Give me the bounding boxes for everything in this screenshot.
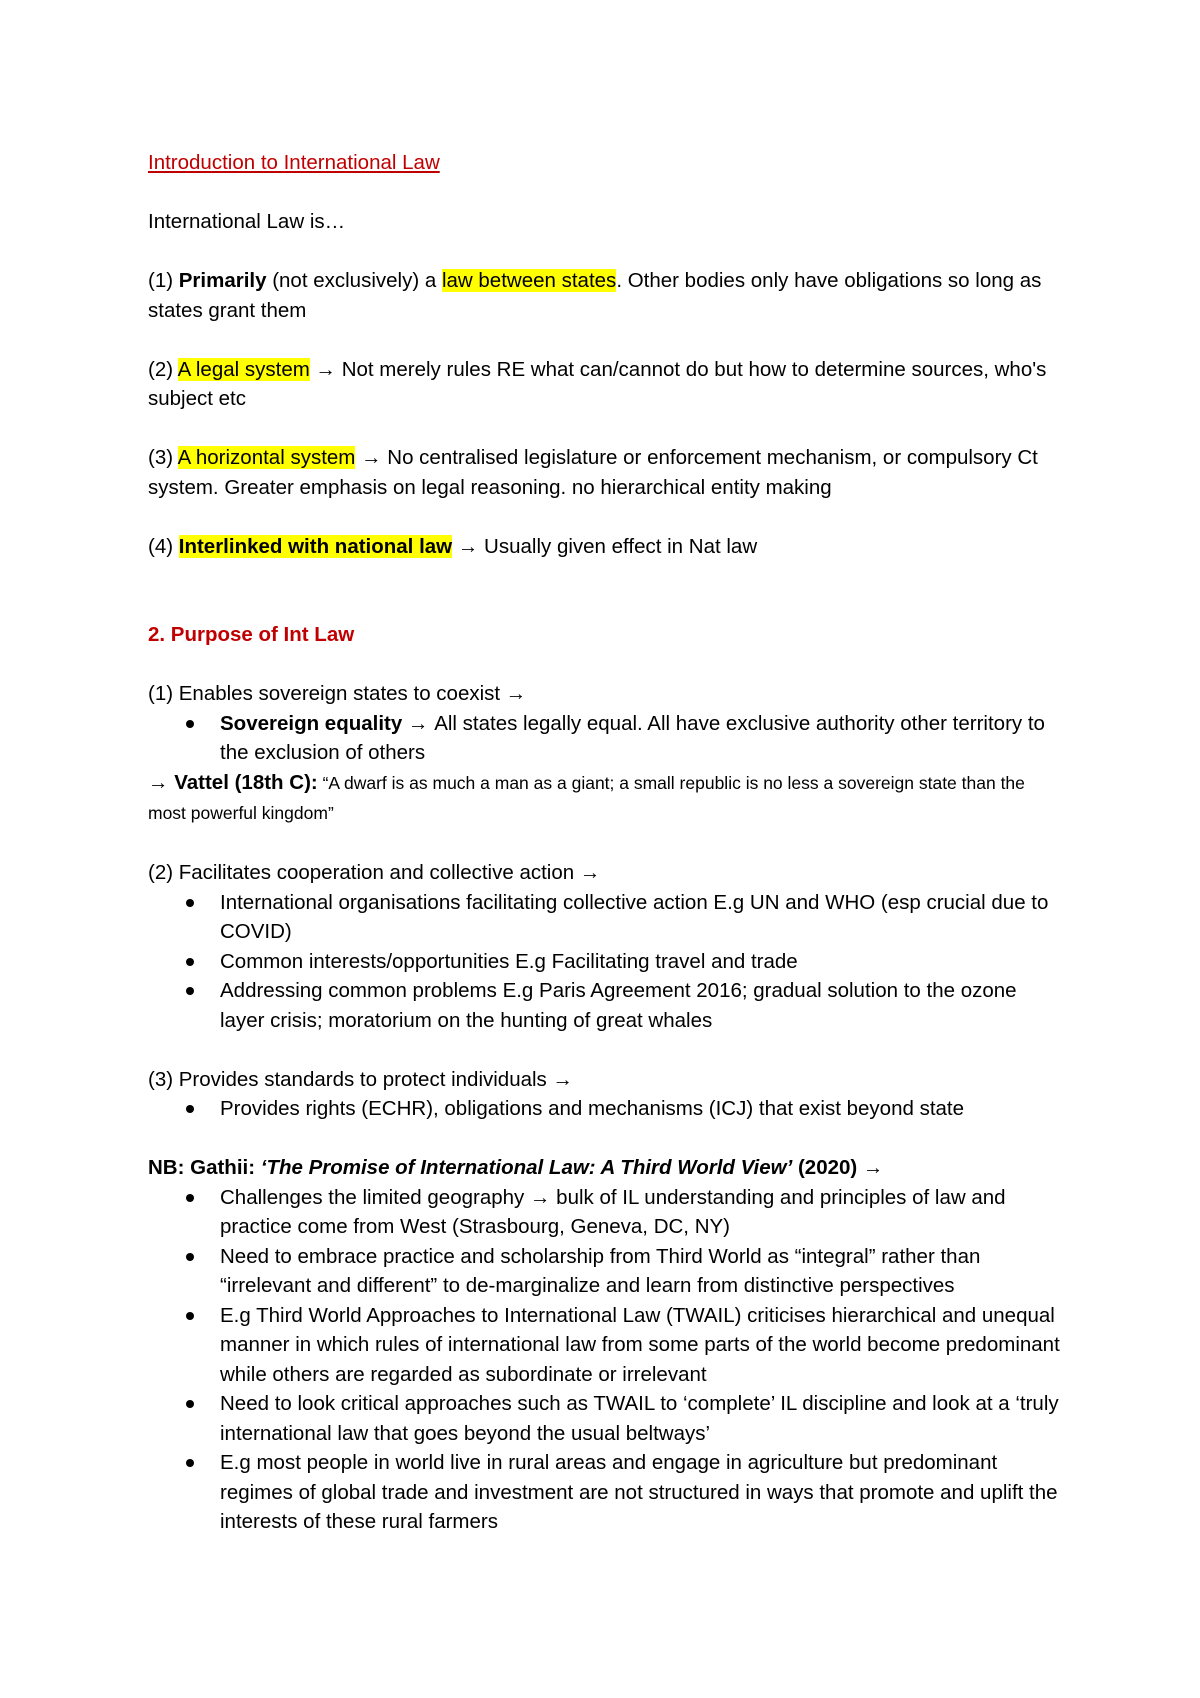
point-3: (3) A horizontal system → No centralised legislature or enforcement mechanism, or compulsory Ct system. Greater emphasis on legal reasoning. no hierarchical entity making [148, 446, 1038, 499]
vattel-quote: → Vattel (18th C): “A dwarf is as much a man as a giant; a small republic is no less a sovereign state than the most powerful kingdom” [148, 770, 1025, 823]
purpose-3-label: (3) Provides standards to protect individuals → [148, 1067, 574, 1091]
list-item: International organisations facilitating collective action E.g UN and WHO (esp crucial due to COVID) [148, 888, 1060, 947]
arrow-icon: → [452, 534, 485, 558]
arrow-icon: → [148, 770, 175, 794]
nb-list [148, 1183, 1060, 1537]
intro-text: International Law is… [148, 210, 346, 233]
bullet-icon [186, 1400, 194, 1408]
bullet-icon [186, 958, 194, 966]
bullet-icon [186, 720, 194, 728]
point-4: (4) Interlinked with national law → Usually given effect in Nat law [148, 534, 758, 558]
bullet-icon [186, 1105, 194, 1113]
arrow-icon: → [402, 711, 435, 735]
point-3-highlight: A horizontal system [177, 446, 356, 469]
arrow-icon: → [309, 357, 342, 381]
nb-heading: NB: Gathii: ‘The Promise of International Law: A Third World View’ (2020) → [148, 1156, 884, 1179]
list-item: E.g Third World Approaches to International Law (TWAIL) criticises hierarchical and unequal manner in which rules of international law from some parts of the world become predominant while others are regarded as subordinate or irrelevant [148, 1301, 1060, 1390]
list-item: Need to embrace practice and scholarship from Third World as “integral” rather than “irrelevant and different” to de-marginalize and learn from distinctive perspectives [148, 1242, 1060, 1301]
purpose-1-list [148, 709, 1060, 768]
point-1-bold: Primarily [178, 269, 267, 292]
list-item: Addressing common problems E.g Paris Agreement 2016; gradual solution to the ozone layer crisis; moratorium on the hunting of great whales [148, 976, 1060, 1035]
point-1: (1) Primarily (not exclusively) a law between states. Other bodies only have obligations so long as states grant them [148, 269, 1042, 322]
point-4-highlight: Interlinked with national law [178, 534, 453, 558]
point-2-highlight: A legal system [177, 357, 310, 381]
point-2: (2) A legal system → Not merely rules RE what can/cannot do but how to determine sources, who's subject etc [148, 357, 1047, 410]
arrow-icon: → [355, 446, 388, 469]
purpose-1-label: (1) Enables sovereign states to coexist → [148, 682, 527, 705]
list-item: Sovereign equality → All states legally equal. All have exclusive authority other territory to the exclusion of others [148, 709, 1060, 768]
section-heading: 2. Purpose of Int Law [148, 623, 355, 646]
purpose-3-list [148, 1094, 1060, 1124]
bullet-icon [186, 1253, 194, 1261]
purpose-2-list [148, 888, 1060, 1036]
list-item: Provides rights (ECHR), obligations and mechanisms (ICJ) that exist beyond state [148, 1094, 1060, 1124]
bullet-icon [186, 987, 194, 995]
list-item: Need to look critical approaches such as TWAIL to ‘complete’ IL discipline and look at a ‘truly international law that goes beyond the usual beltways’ [148, 1389, 1060, 1448]
list-item: E.g most people in world live in rural areas and engage in agriculture but predominant regimes of global trade and investment are not structured in ways that promote and uplift the interests of these rural farmers [148, 1448, 1060, 1537]
bullet-icon [186, 1312, 194, 1320]
point-1-highlight: law between states [441, 269, 617, 292]
page-title: Introduction to International Law [148, 151, 440, 174]
nb-source-title: ‘The Promise of International Law: A Third World View’ [260, 1156, 793, 1179]
list-item: Common interests/opportunities E.g Facilitating travel and trade [148, 947, 1060, 977]
bullet-icon [186, 1194, 194, 1202]
bullet-icon [186, 1459, 194, 1467]
purpose-2-label: (2) Facilitates cooperation and collective action → [148, 861, 601, 884]
list-item: Challenges the limited geography → bulk of IL understanding and principles of law and practice come from West (Strasbourg, Geneva, DC, NY) [148, 1183, 1060, 1242]
bullet-icon [186, 899, 194, 907]
